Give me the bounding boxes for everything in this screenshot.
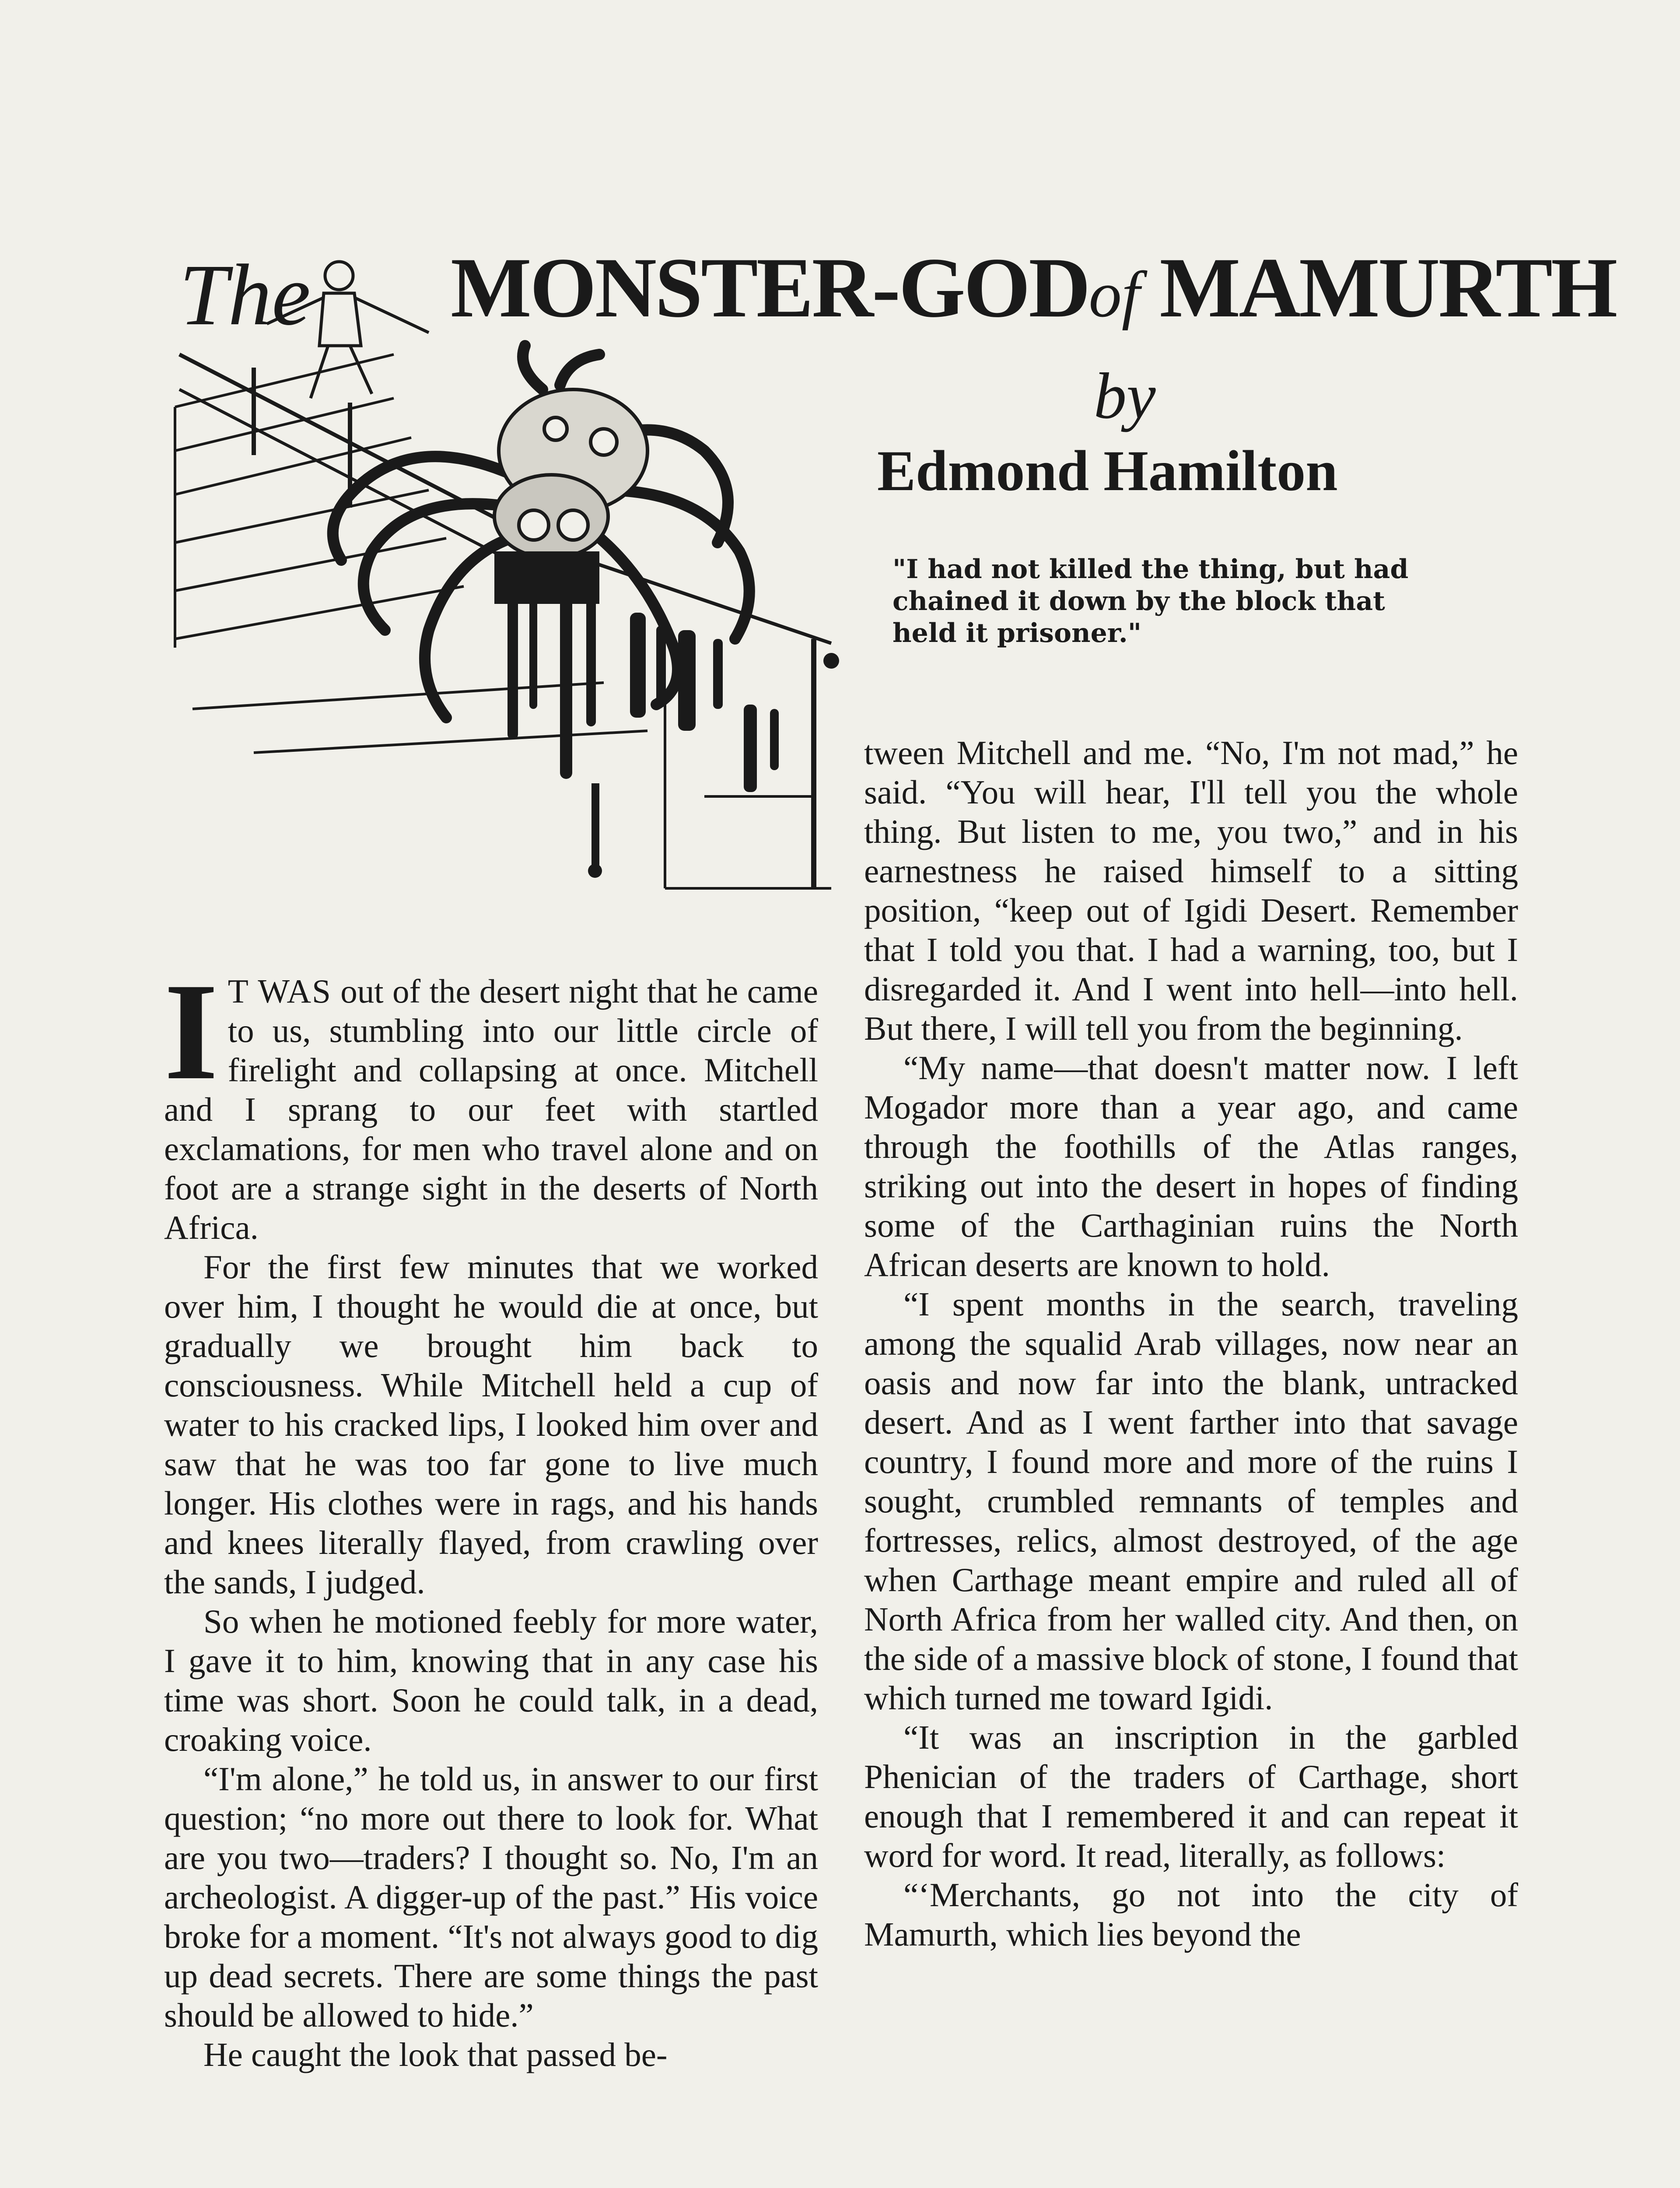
spider-illustration — [166, 245, 840, 910]
title-main: MONSTER-GOD — [451, 240, 1089, 335]
paragraph: “It was an inscription in the garbled Phenician of the traders of Carthage, short enough that I remembered it and can repeat it word for word. It read, literally, as follows: — [864, 1718, 1518, 1874]
lead-in: T WAS — [228, 972, 332, 1010]
paragraph: “I'm alone,” he told us, in answer to our first question; “no more out there to look for. What are you two—traders? I thought so. No, I'm an archeologist. A digger-up of the past.” His voice broke for a moment. “It's not always good to dig up dead secrets. There are some things the past should be allowed to hide.” — [164, 1760, 818, 2034]
paragraph: For the first few minutes that we worked over him, I thought he would die at once, but gradually we brought him back to consciousness. While Mitchell held a cup of water to his cracked lips, I looked him over and saw that he was too far gone to live much longer. His clothes were in rags, and his hands and knees literally flayed, from crawling over the sands, I judged. — [164, 1248, 818, 1601]
drop-cap: I — [164, 954, 218, 1108]
title-of: of — [1088, 258, 1140, 331]
paragraph: “I spent months in the search, traveling among the squalid Arab villages, now near an oasis and now far into the blank, untracked desert. And as I went farther into that savage country, I found more and more of the ruins I sought, crumbled remnants of temples and fortresses, relics, almost destroyed, of the age when Carthage meant empire and ruled all of North Africa from her walled city. And then, on the side of a massive block of stone, I found that which turned me toward Igidi. — [864, 1285, 1518, 1717]
author-name: Edmond Hamilton — [877, 438, 1338, 503]
right-column — [864, 733, 1518, 1954]
story-title — [451, 240, 1616, 335]
byline-by: by — [1094, 360, 1156, 432]
title-the: The — [179, 247, 311, 344]
paragraph-text: out of the desert night that he came to us, stumbling into our little circle of firelight and collapsing at once. Mitchell and I sprang to our feet with startled exclamations, for men who travel alone and on foot are a strange sight in the deserts of North Africa. — [164, 972, 818, 1246]
paragraph — [164, 954, 818, 1247]
paragraph: So when he motioned feebly for more water, I gave it to him, knowing that in any case his time was short. Soon he could talk, in a dead, croaking voice. — [164, 1602, 818, 1758]
paragraph: “‘Merchants, go not into the city of Mamurth, which lies beyond the — [864, 1876, 1518, 1953]
paragraph: “My name—that doesn't matter now. I left Mogador more than a year ago, and came through the foothills of the Atlas ranges, striking out into the desert in hopes of finding some of the Carthaginian ruins the North African deserts are known to hold. — [864, 1049, 1518, 1283]
paragraph: tween Mitchell and me. “No, I'm not mad,” he said. “You will hear, I'll tell you the whole thing. But listen to me, you two,” and in his earnestness he raised himself to a sitting position, “keep out of Igidi Desert. Remember that I told you that. I had a warning, too, but I disregarded it. And I went into hell—into hell. But there, I will tell you from the beginning. — [864, 734, 1518, 1047]
title-place: MAMURTH — [1159, 240, 1616, 335]
pull-quote: "I had not killed the thing, but had chained it down by the block that held it prisoner." — [892, 554, 1409, 649]
left-column — [164, 954, 818, 2074]
paragraph: He caught the look that passed be- — [203, 2036, 668, 2073]
